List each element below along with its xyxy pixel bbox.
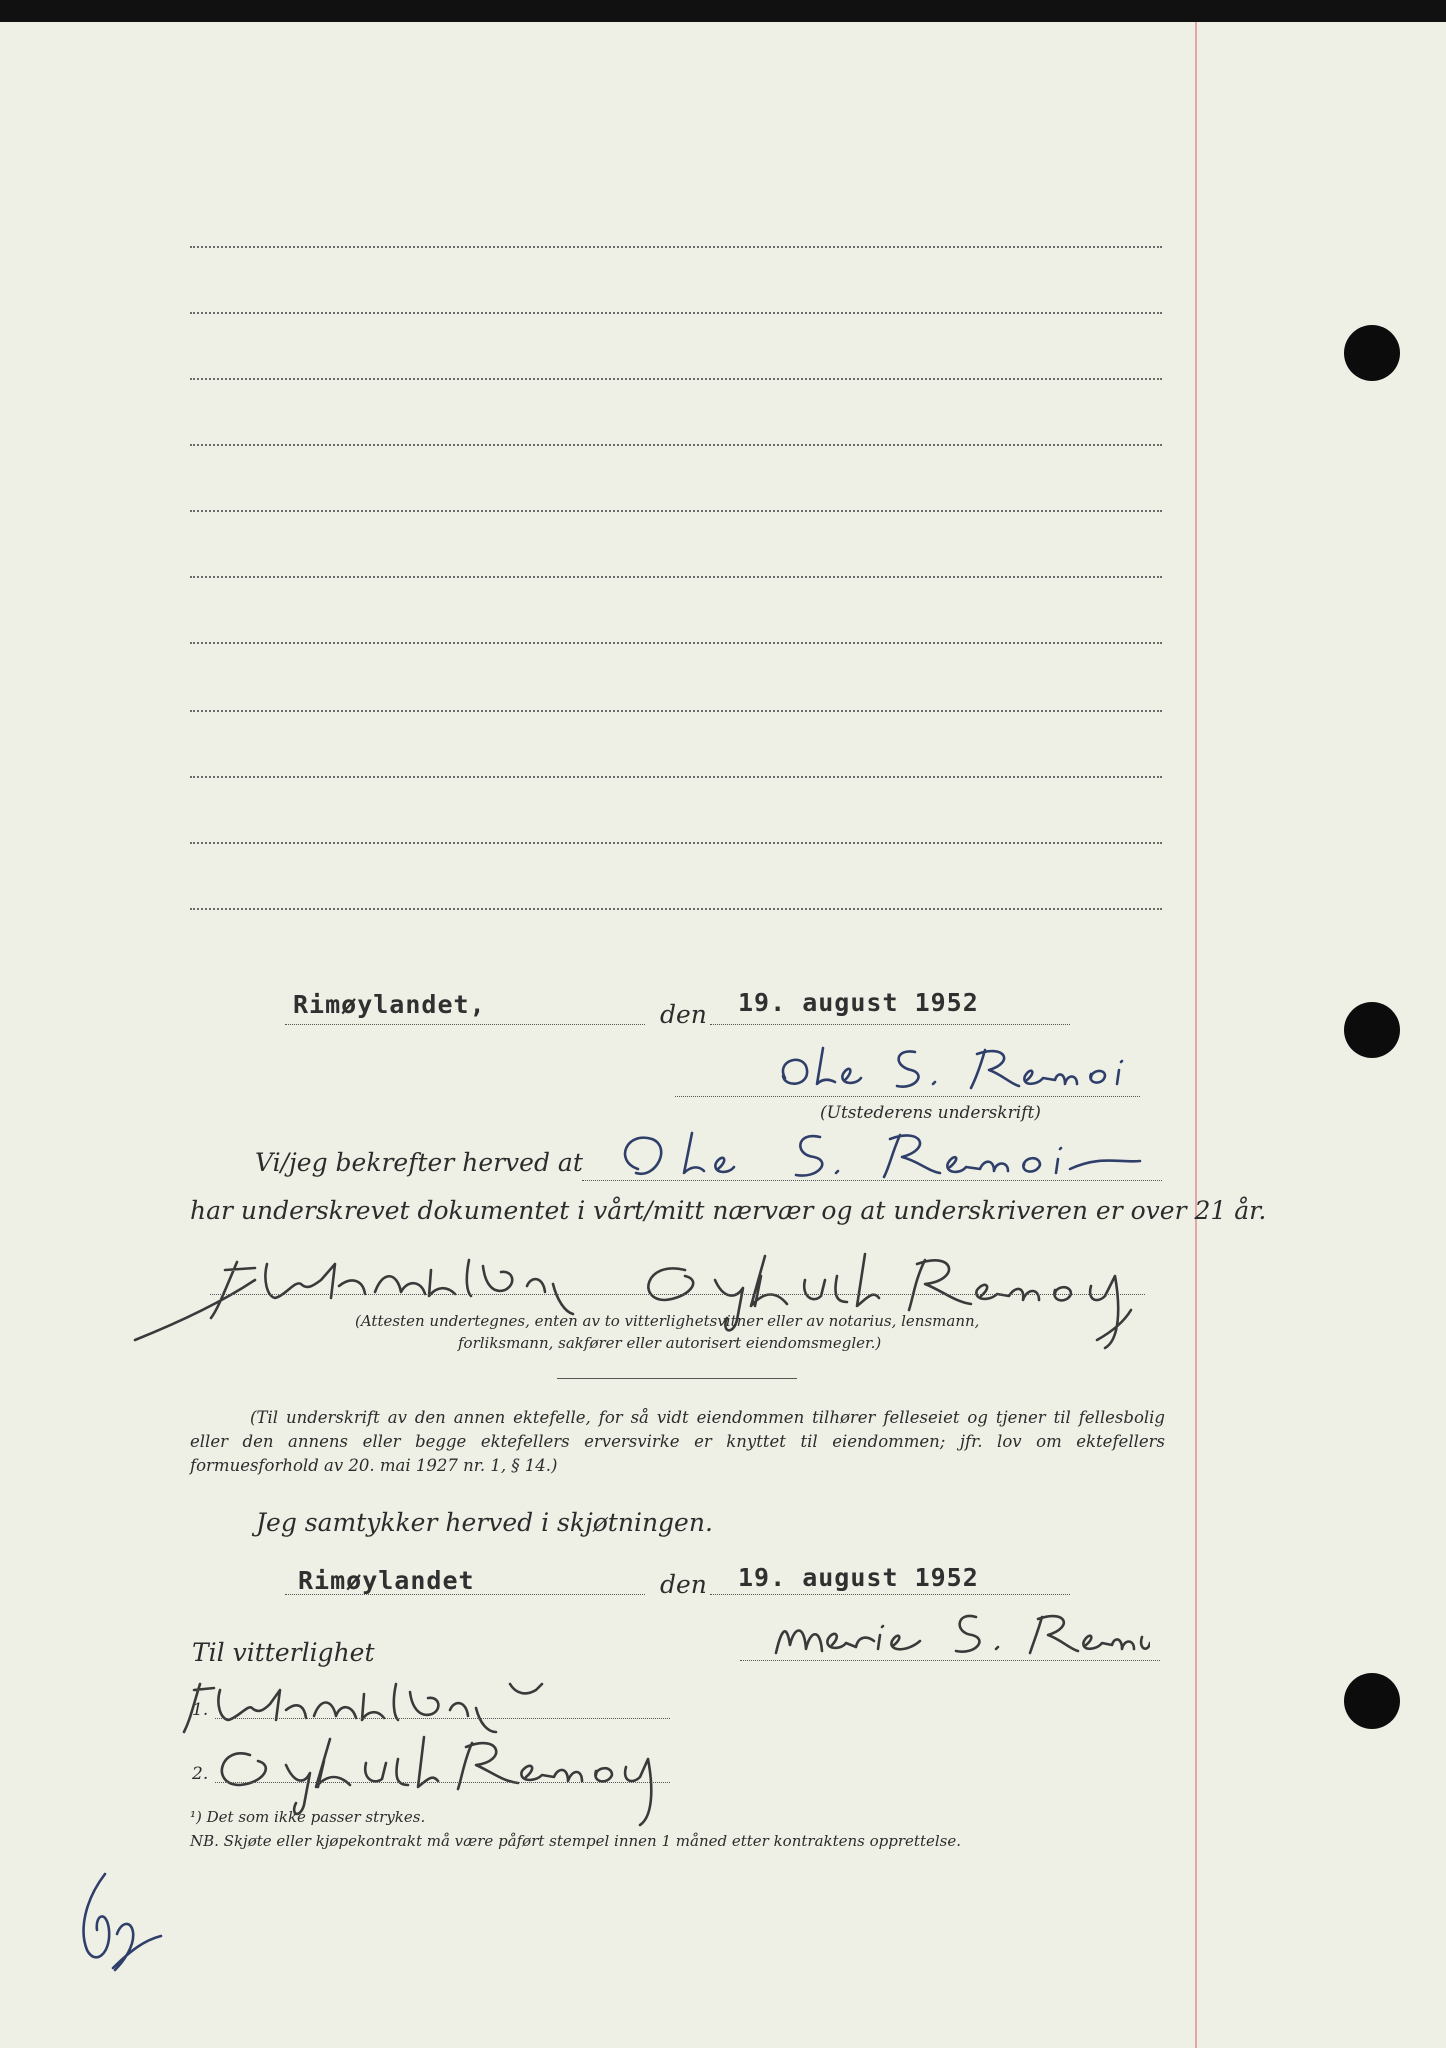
place-field-2: Rimøylandet xyxy=(298,1566,475,1595)
confirmed-person-line xyxy=(582,1180,1162,1181)
footnote-1: ¹) Det som ikke passer strykes. xyxy=(190,1808,426,1826)
blank-ruled-line xyxy=(190,642,1162,644)
margin-rule xyxy=(1195,22,1197,2048)
punch-hole xyxy=(1344,1673,1400,1729)
witness-number-2: 2. xyxy=(192,1764,209,1784)
date-field-2: 19. august 1952 xyxy=(738,1563,979,1592)
consent-text: Jeg samtykker herved i skjøtningen. xyxy=(256,1508,713,1537)
witness-2-line xyxy=(215,1782,670,1783)
place-field-1: Rimøylandet, xyxy=(293,990,486,1019)
footnote-2: NB. Skjøte eller kjøpekontrakt må være påført stempel innen 1 måned etter kontraktens opprettelse. xyxy=(190,1832,961,1850)
blank-ruled-line xyxy=(190,576,1162,578)
blank-ruled-line xyxy=(190,444,1162,446)
blank-ruled-line xyxy=(190,312,1162,314)
attest-caption-2: forliksmann, sakfører eller autorisert eiendomsmegler.) xyxy=(458,1334,882,1352)
margin-initials xyxy=(75,1870,165,1980)
attest-signature-line xyxy=(210,1294,1145,1295)
issuer-caption: (Utstederens underskrift) xyxy=(820,1103,1041,1123)
witness-heading: Til vitterlighet xyxy=(192,1638,375,1667)
date-field-line-2 xyxy=(710,1594,1070,1595)
blank-ruled-line xyxy=(190,908,1162,910)
blank-ruled-line xyxy=(190,510,1162,512)
date-field-line xyxy=(710,1024,1070,1025)
witness-number-1: 1. xyxy=(192,1700,209,1720)
witness-confirm-line-2: har underskrevet dokumentet i vårt/mitt nærvær og at underskriveren er over 21 år. xyxy=(190,1196,1267,1225)
blank-ruled-line xyxy=(190,246,1162,248)
den-label-1: den xyxy=(660,1000,707,1029)
place-field-line-2 xyxy=(285,1594,645,1595)
punch-hole xyxy=(1344,1002,1400,1058)
blank-ruled-line xyxy=(190,776,1162,778)
issuer-signature-line xyxy=(675,1096,1140,1097)
blank-ruled-line xyxy=(190,378,1162,380)
section-divider xyxy=(557,1378,797,1379)
spouse-notice: (Til underskrift av den annen ektefelle, for så vidt eiendommen tilhører felleseiet og tjener til fellesbolig eller den annens eller begge ektefellers erversvirke er knyttet til eiendommen; jfr. lov om ektefellers formuesforhold av 20. mai 1927 nr. 1, § 14.) xyxy=(190,1408,1165,1475)
confirmed-person-signature xyxy=(600,1125,1160,1187)
witness-confirm-line-1: Vi/jeg bekrefter herved at xyxy=(255,1148,583,1177)
scan-top-edge xyxy=(0,0,1446,22)
blank-ruled-line xyxy=(190,842,1162,844)
date-field-1: 19. august 1952 xyxy=(738,988,979,1017)
issuer-signature xyxy=(765,1040,1145,1100)
spouse-signature-line xyxy=(740,1660,1160,1661)
blank-ruled-line xyxy=(190,710,1162,712)
place-field-line xyxy=(285,1024,645,1025)
witness-1-line xyxy=(215,1718,670,1719)
den-label-2: den xyxy=(660,1570,707,1599)
punch-hole xyxy=(1344,325,1400,381)
spouse-signature xyxy=(770,1605,1150,1665)
attest-caption-1: (Attesten undertegnes, enten av to vitterlighetsvitner eller av notarius, lensmann, xyxy=(355,1312,980,1330)
